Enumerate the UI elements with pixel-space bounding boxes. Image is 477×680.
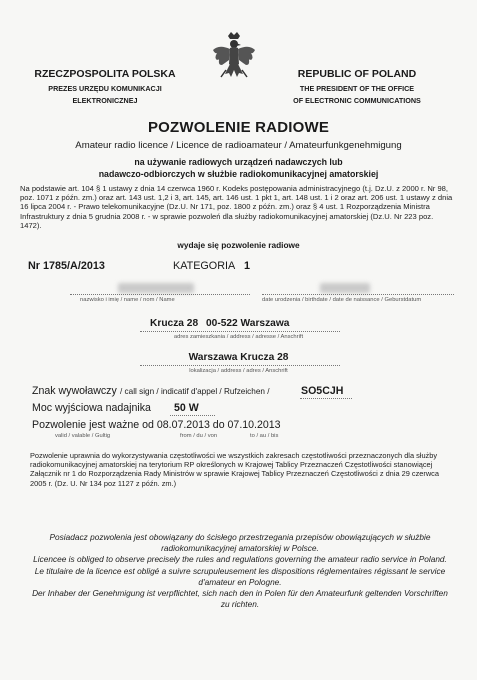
category-label: KATEGORIA bbox=[173, 260, 236, 272]
eagle-emblem-icon bbox=[211, 30, 257, 82]
validity-to-caption: to / au / bis bbox=[250, 433, 279, 439]
validity-text: Pozwolenie jest ważne od 08.07.2013 do 07.10.2013 bbox=[32, 419, 281, 431]
location-caption: lokalizacja / address / adres / Anschrift bbox=[189, 368, 288, 374]
authority-line1-en: THE PRESIDENT OF THE OFFICE bbox=[299, 84, 415, 93]
address-street: Krucza 28 bbox=[150, 318, 199, 329]
birthdate-underline bbox=[262, 294, 454, 295]
redacted-name bbox=[118, 283, 194, 293]
callsign-translations: / call sign / indicatif d'appel / Rufzeichen / bbox=[120, 387, 270, 396]
category-value: 1 bbox=[244, 260, 251, 272]
footer-fr: Le titulaire de la licence est obligé a suivre scrupuleusement les dispositions réglementaires régissant le service d'amateur en Pologne. bbox=[34, 565, 446, 587]
validity-caption: valid / valable / Gultig bbox=[55, 433, 111, 439]
power-label: Moc wyjściowa nadajnika bbox=[32, 402, 151, 414]
power-underline bbox=[170, 415, 215, 416]
footer-en: Licencee is obliged to observe precisely the rules and regulations governing the amateur radio service in Poland. bbox=[33, 554, 447, 565]
footer-pl: Posiadacz pozwolenia jest obowiązany do ścisłego przestrzegania przepisów obowiązujących w służbie radiokomunikacyjnej amatorskiej w Polsce. bbox=[49, 532, 431, 554]
purpose-line2: nadawczo-odbiorczych w służbie radiokomunikacyjnej amatorskiej bbox=[98, 169, 379, 179]
authority-line2-pl: ELEKTRONICZNEJ bbox=[72, 96, 138, 105]
authority-line1-pl: PREZES URZĘDU KOMUNIKACJI bbox=[48, 84, 162, 93]
name-underline bbox=[70, 294, 250, 295]
country-title-en: REPUBLIC OF POLAND bbox=[297, 68, 417, 80]
address-caption: adres zamieszkania / address / adresse / Anschrift bbox=[173, 334, 304, 340]
name-caption: nazwisko i imię / name / nom / Name bbox=[80, 297, 175, 303]
birthdate-caption: date urodzenia / birthdate / date de naissance / Geburstdatum bbox=[262, 297, 422, 303]
footer-de: Der Inhaber der Genehmigung ist verpflichtet, sich nach den in Polen für den Amateurfunk geltenden Vorschriften zu richten. bbox=[32, 588, 448, 610]
document-subtitle: Amateur radio licence / Licence de radioamateur / Amateurfunkgenehmigung bbox=[75, 140, 402, 151]
issued-line: wydaje się pozwolenie radiowe bbox=[177, 240, 300, 250]
power-value: 50 W bbox=[174, 402, 199, 414]
authority-line2-en: OF ELECTRONIC COMMUNICATIONS bbox=[293, 96, 421, 105]
footer-notice bbox=[30, 532, 450, 610]
location-value: Warszawa Krucza 28 bbox=[188, 352, 289, 363]
purpose-line1: na używanie radiowych urządzeń nadawczych lub bbox=[134, 157, 343, 167]
location-underline bbox=[140, 365, 340, 366]
legal-basis-paragraph: Na podstawie art. 104 § 1 ustawy z dnia 14 czerwca 1960 r. Kodeks postępowania administracyjnego (t.j. Dz.U. z 2000 r. Nr 98, poz. 1071 z późn. zm.) oraz art. 143 ust. 1,2 i 3, art. 145, art. 146 ust. 1 pkt 1, art. 148 ust. 1 i 2 oraz art. 206 ust. 1 ustawy z dnia 16 lipca 2004 r. - Prawo telekomunikacyjne (Dz.U. Nr 171, poz. 1800 z późn. zm.) oraz § 4 ust. 1 Rozporządzenia Ministra Infrastruktury z dnia 5 grudnia 2008 r. - w sprawie pozwoleń dla służby radiokomunikacyjnej amatorskiej (Dz.U. Nr 223 poz. 1472). bbox=[20, 184, 453, 230]
validity-from-caption: from / du / von bbox=[180, 433, 218, 439]
frequencies-paragraph: Pozwolenie uprawnia do wykorzystywania częstotliwości we wszystkich zakresach częstotliwości przeznaczonych dla służby radiokomunikacyjnej amatorskiej na terytorium RP określonych w Krajowej Tablicy Przeznaczeń Częstotliwości stanowiącej Załącznik nr 1 do Rozporządzenia Rady Ministrów w sprawie Krajowej Tablicy Przeznaczeń Częstotliwości z dnia 29 czerwca 2005 r. (Dz. U. Nr 134 poz 1127 z późn. zm.) bbox=[30, 451, 439, 488]
country-title-pl: RZECZPOSPOLITA POLSKA bbox=[34, 68, 176, 80]
callsign-value: SO5CJH bbox=[301, 385, 344, 397]
document-title: POZWOLENIE RADIOWE bbox=[147, 119, 330, 136]
callsign-underline bbox=[300, 398, 352, 399]
address-underline bbox=[140, 331, 340, 332]
address-postal: 00-522 Warszawa bbox=[206, 318, 290, 329]
licence-number: Nr 1785/A/2013 bbox=[28, 260, 105, 272]
redacted-birthdate bbox=[320, 283, 370, 293]
callsign-label: Znak wywoławczy bbox=[32, 385, 117, 397]
